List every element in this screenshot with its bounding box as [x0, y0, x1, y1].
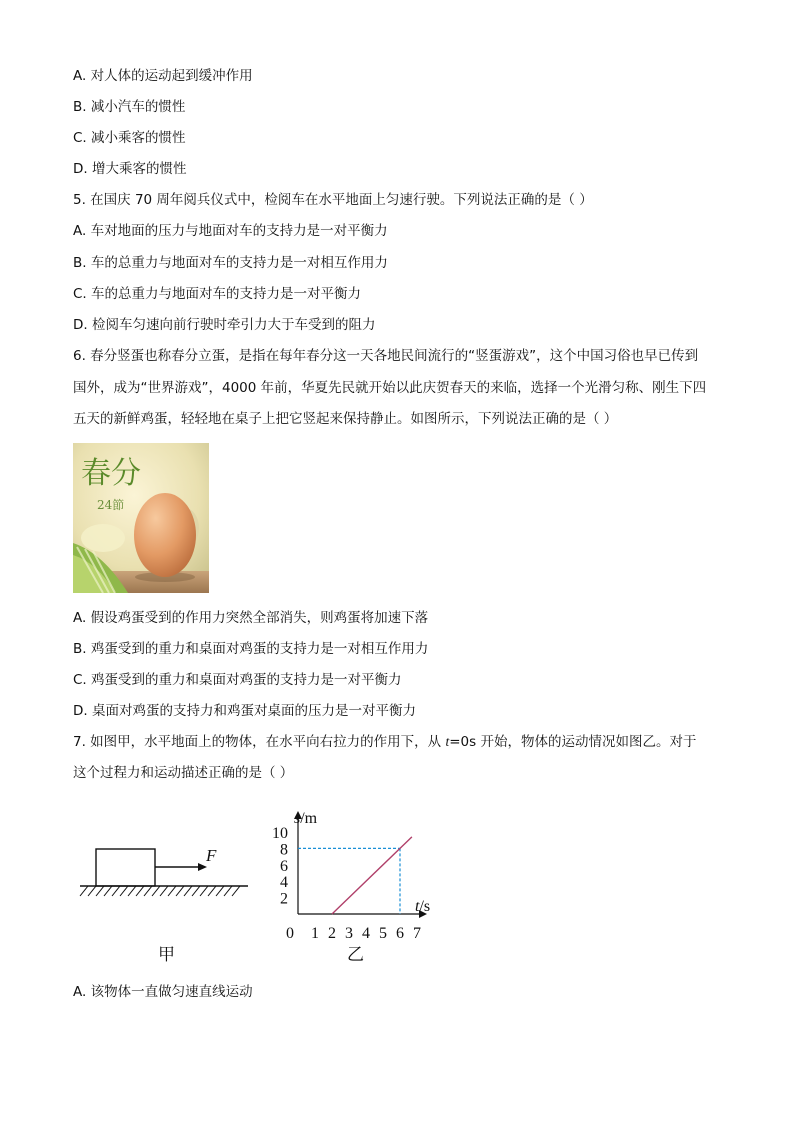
q5-option-a: A. 车对地面的压力与地面对车的支持力是一对平衡力	[73, 223, 388, 239]
q5-option-c: C. 车的总重力与地面对车的支持力是一对平衡力	[73, 286, 362, 302]
hatch-stroke	[96, 886, 104, 896]
x-tick-label: 6	[396, 925, 404, 942]
hatch-stroke	[104, 886, 112, 896]
x-tick-label: 2	[328, 925, 336, 942]
q5-option-d: D. 检阅车匀速向前行驶时牵引力大于车受到的阻力	[73, 317, 376, 333]
q6-option-a: A. 假设鸡蛋受到的作用力突然全部消失，则鸡蛋将加速下落	[73, 610, 429, 626]
hatch-stroke	[152, 886, 160, 896]
x-tick-label: 4	[362, 925, 370, 942]
hatch-stroke	[216, 886, 224, 896]
hatch-stroke	[128, 886, 136, 896]
ground-hatching	[80, 886, 240, 896]
x-tick-label: 7	[413, 925, 421, 942]
hatch-stroke	[112, 886, 120, 896]
block	[96, 849, 155, 886]
q6-option-b: B. 鸡蛋受到的重力和桌面对鸡蛋的支持力是一对相互作用力	[73, 641, 429, 657]
q7-stem-pre: 7. 如图甲，水平地面上的物体，在水平向右拉力的作用下，从	[73, 734, 446, 750]
y-tick-label: 6	[280, 857, 288, 875]
force-label: F	[206, 846, 217, 865]
y-tick-label: 2	[280, 890, 288, 908]
egg-photo-illustration	[73, 443, 209, 593]
hatch-stroke	[144, 886, 152, 896]
hatch-stroke	[88, 886, 96, 896]
q7-stem-post: =0s 开始，物体的运动情况如图乙。对于	[449, 734, 697, 750]
q4-option-c: C. 减小乘客的惯性	[73, 130, 186, 146]
photo-title: 春分	[81, 456, 141, 491]
q6-stem-line1: 6. 春分竖蛋也称春分立蛋，是指在每年春分这一天各地民间流行的“竖蛋游戏”，这个中国习俗也早已传到	[73, 348, 699, 364]
egg-icon	[134, 493, 196, 577]
q4-option-b: B. 减小汽车的惯性	[73, 99, 186, 115]
q6-stem-line3: 五天的新鲜鸡蛋，轻轻地在桌子上把它竖起来保持静止。如图所示，下列说法正确的是（ ）	[73, 411, 618, 427]
figure-yi-caption: 乙	[347, 945, 364, 965]
figure-jia	[76, 838, 256, 968]
hatch-stroke	[200, 886, 208, 896]
x-tick-label: 0	[286, 925, 294, 942]
q6-option-d: D. 桌面对鸡蛋的支持力和鸡蛋对桌面的压力是一对平衡力	[73, 703, 416, 719]
hatch-stroke	[192, 886, 200, 896]
q4-option-d: D. 增大乘客的惯性	[73, 161, 187, 177]
hatch-stroke	[184, 886, 192, 896]
q7-option-a: A. 该物体一直做匀速直线运动	[73, 984, 253, 1000]
q6-option-c: C. 鸡蛋受到的重力和桌面对鸡蛋的支持力是一对平衡力	[73, 672, 402, 688]
egg-photo	[73, 443, 209, 593]
q5-option-b: B. 车的总重力与地面对车的支持力是一对相互作用力	[73, 255, 388, 271]
y-tick-label: 10	[272, 825, 288, 842]
q6-stem-line2: 国外，成为“世界游戏”，4000 年前，华夏先民就开始以此庆贺春天的来临，选择一个光滑匀称、刚生下四	[73, 380, 707, 396]
q7-stem-line2: 这个过程力和运动描述正确的是（ ）	[73, 765, 294, 781]
figure-jia-caption: 甲	[158, 945, 175, 965]
q5-stem: 5. 在国庆 70 周年阅兵仪式中，检阅车在水平地面上匀速行驶。下列说法正确的是（ ）	[73, 192, 593, 208]
hatch-stroke	[136, 886, 144, 896]
hatch-stroke	[232, 886, 240, 896]
hatch-stroke	[176, 886, 184, 896]
hatch-stroke	[80, 886, 88, 896]
q7-stem-t: t	[445, 734, 450, 749]
photo-subtitle: 24節	[97, 498, 125, 512]
y-tick-label: 4	[280, 874, 288, 892]
y-tick-label: 8	[280, 841, 288, 859]
x-tick-label: 3	[345, 925, 353, 942]
hatch-stroke	[224, 886, 232, 896]
x-tick-label: 5	[379, 925, 387, 942]
q7-stem-line1	[73, 732, 696, 752]
q4-option-a: A. 对人体的运动起到缓冲作用	[73, 68, 253, 84]
x-axis-label: t/s	[415, 898, 431, 915]
hatch-stroke	[208, 886, 216, 896]
hatch-stroke	[168, 886, 176, 896]
x-tick-label: 1	[311, 925, 319, 942]
hatch-stroke	[120, 886, 128, 896]
y-axis-label: s/m	[294, 810, 318, 827]
figure-yi-chart	[258, 800, 458, 965]
hatch-stroke	[160, 886, 168, 896]
